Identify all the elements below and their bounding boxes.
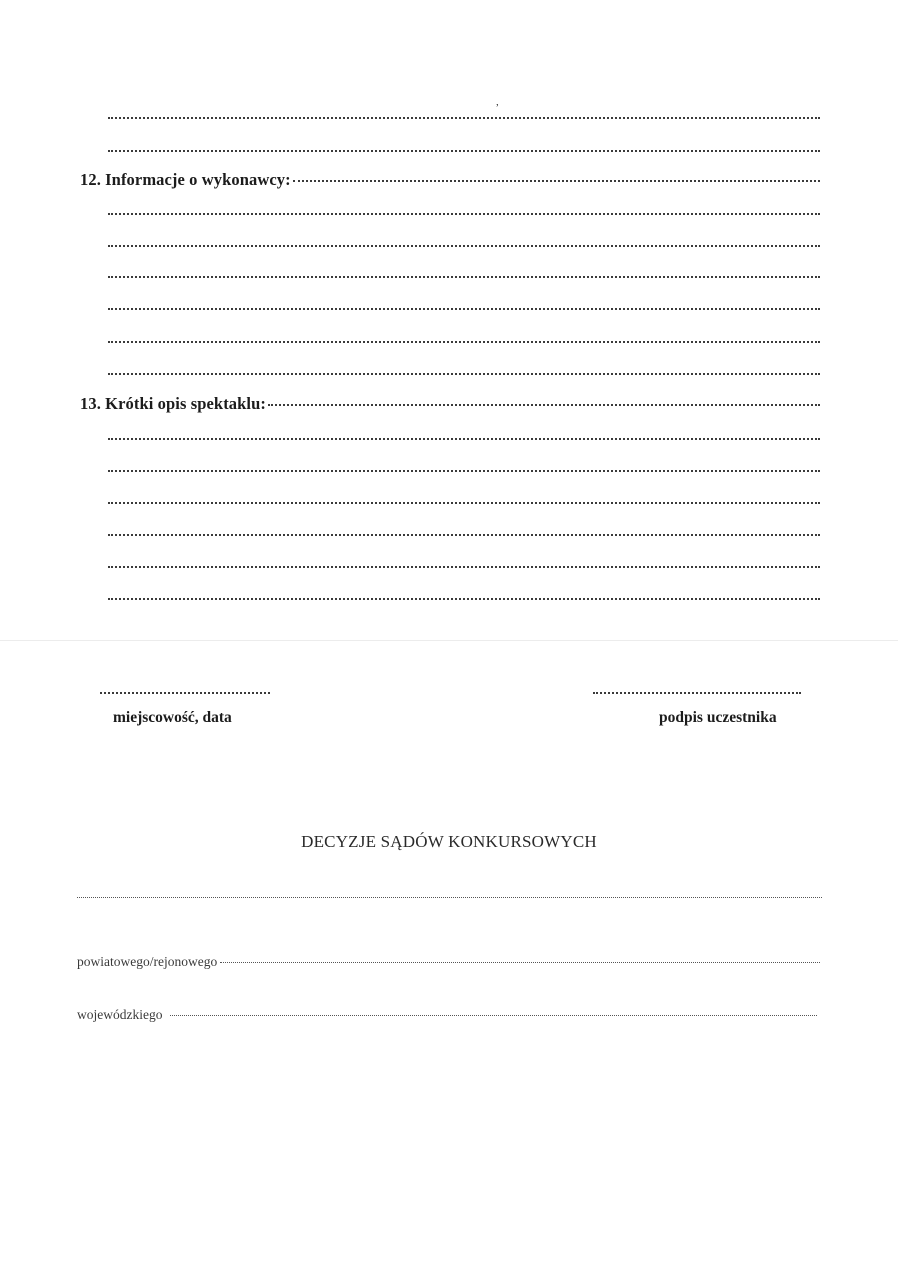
scan-fold-line <box>0 640 898 641</box>
fill-line[interactable] <box>108 502 820 504</box>
section-13-row <box>80 394 820 414</box>
section-12-row <box>80 170 820 190</box>
fill-line[interactable] <box>108 308 820 310</box>
section-13-fill[interactable] <box>268 404 820 406</box>
scan-mark: , <box>496 96 499 108</box>
decision-row-3 <box>77 1007 817 1023</box>
fill-line[interactable] <box>108 470 820 472</box>
decision-fill[interactable] <box>77 897 822 898</box>
section-12-fill[interactable] <box>293 180 820 182</box>
decision-row-1 <box>77 900 822 901</box>
decision-fill[interactable] <box>170 1015 817 1016</box>
decision-row-2 <box>77 954 820 970</box>
fill-line <box>108 117 820 119</box>
decision-fill[interactable] <box>220 962 820 963</box>
fill-line[interactable] <box>108 438 820 440</box>
decision-label: wojewódzkiego <box>77 1007 163 1022</box>
section-12-label: 12. Informacje o wykonawcy: <box>80 170 291 189</box>
decision-label: powiatowego/rejonowego <box>77 954 218 969</box>
fill-line[interactable] <box>108 566 820 568</box>
fill-line <box>108 150 820 152</box>
fill-line[interactable] <box>108 245 820 247</box>
decisions-title: DECYZJE SĄDÓW KONKURSOWYCH <box>301 832 597 851</box>
place-date-label: miejscowość, data <box>113 709 232 726</box>
signature-fill-line[interactable] <box>593 692 801 694</box>
fill-line[interactable] <box>108 598 820 600</box>
signature-label: podpis uczestnika <box>659 709 777 726</box>
fill-line[interactable] <box>108 341 820 343</box>
fill-line[interactable] <box>108 213 820 215</box>
fill-line[interactable] <box>108 373 820 375</box>
section-13-label: 13. Krótki opis spektaklu: <box>80 394 266 413</box>
fill-line[interactable] <box>108 534 820 536</box>
fill-line[interactable] <box>108 276 820 278</box>
place-date-fill-line[interactable] <box>100 692 270 694</box>
